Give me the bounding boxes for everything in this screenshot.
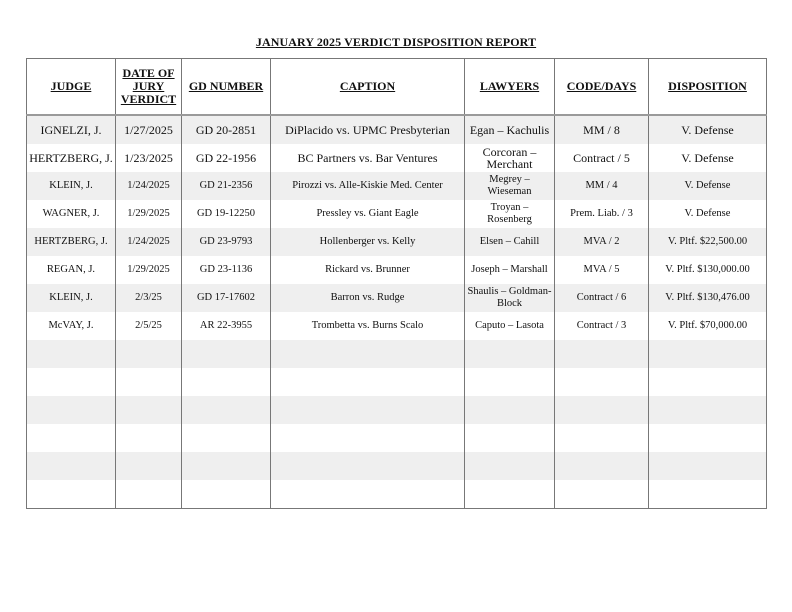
col-header-judge: JUDGE — [27, 59, 116, 116]
cell-gd-number: GD 19-12250 — [182, 200, 271, 228]
cell-disposition: V. Pltf. $70,000.00 — [649, 312, 767, 340]
empty-cell — [555, 368, 649, 396]
cell-gd-number: GD 22-1956 — [182, 144, 271, 172]
cell-disposition: V. Defense — [649, 115, 767, 144]
empty-cell — [465, 340, 555, 368]
col-header-disposition: DISPOSITION — [649, 59, 767, 116]
empty-cell — [271, 452, 465, 480]
cell-code-days: Prem. Liab. / 3 — [555, 200, 649, 228]
report-title: JANUARY 2025 VERDICT DISPOSITION REPORT — [255, 35, 537, 49]
cell-lawyers: Troyan – Rosenberg — [465, 200, 555, 228]
empty-cell — [465, 424, 555, 452]
empty-cell — [555, 424, 649, 452]
empty-cell — [116, 396, 182, 424]
cell-gd-number: GD 23-9793 — [182, 228, 271, 256]
col-header-date: DATE OF JURY VERDICT — [116, 59, 182, 116]
cell-judge: REGAN, J. — [27, 256, 116, 284]
table-row — [27, 256, 767, 284]
empty-cell — [116, 340, 182, 368]
empty-cell — [649, 340, 767, 368]
empty-cell — [182, 424, 271, 452]
table-row — [27, 284, 767, 312]
cell-lawyers: Corcoran – Merchant — [465, 144, 555, 172]
cell-judge: KLEIN, J. — [27, 172, 116, 200]
cell-caption: Hollenberger vs. Kelly — [271, 228, 465, 256]
empty-cell — [271, 480, 465, 509]
cell-caption: Trombetta vs. Burns Scalo — [271, 312, 465, 340]
cell-gd-number: GD 20-2851 — [182, 115, 271, 144]
empty-cell — [182, 480, 271, 509]
cell-code-days: Contract / 3 — [555, 312, 649, 340]
cell-date: 1/24/2025 — [116, 172, 182, 200]
empty-cell — [649, 424, 767, 452]
empty-cell — [465, 480, 555, 509]
empty-cell — [271, 396, 465, 424]
cell-date: 1/27/2025 — [116, 115, 182, 144]
header-row — [27, 59, 767, 116]
empty-cell — [116, 452, 182, 480]
empty-cell — [27, 368, 116, 396]
empty-table-row — [27, 480, 767, 509]
cell-disposition: V. Defense — [649, 144, 767, 172]
cell-judge: KLEIN, J. — [27, 284, 116, 312]
empty-cell — [27, 340, 116, 368]
empty-table-row — [27, 452, 767, 480]
table-row — [27, 172, 767, 200]
cell-code-days: MVA / 2 — [555, 228, 649, 256]
verdict-table — [26, 58, 767, 509]
cell-caption: Rickard vs. Brunner — [271, 256, 465, 284]
cell-caption: DiPlacido vs. UPMC Presbyterian — [271, 115, 465, 144]
cell-disposition: V. Defense — [649, 200, 767, 228]
table-row — [27, 228, 767, 256]
cell-lawyers: Shaulis – Goldman-Block — [465, 284, 555, 312]
col-header-lawyers: LAWYERS — [465, 59, 555, 116]
cell-caption: Barron vs. Rudge — [271, 284, 465, 312]
col-header-code-days: CODE/DAYS — [555, 59, 649, 116]
cell-code-days: MVA / 5 — [555, 256, 649, 284]
cell-date: 1/29/2025 — [116, 200, 182, 228]
table-row — [27, 200, 767, 228]
cell-judge: WAGNER, J. — [27, 200, 116, 228]
cell-judge: HERTZBERG, J. — [27, 144, 116, 172]
empty-cell — [555, 396, 649, 424]
empty-cell — [271, 424, 465, 452]
cell-lawyers: Elsen – Cahill — [465, 228, 555, 256]
cell-date: 2/5/25 — [116, 312, 182, 340]
cell-disposition: V. Pltf. $22,500.00 — [649, 228, 767, 256]
cell-gd-number: AR 22-3955 — [182, 312, 271, 340]
cell-lawyers: Joseph – Marshall — [465, 256, 555, 284]
empty-cell — [649, 452, 767, 480]
empty-cell — [27, 424, 116, 452]
cell-code-days: Contract / 5 — [555, 144, 649, 172]
empty-cell — [271, 340, 465, 368]
cell-caption: Pressley vs. Giant Eagle — [271, 200, 465, 228]
cell-judge: HERTZBERG, J. — [27, 228, 116, 256]
cell-gd-number: GD 23-1136 — [182, 256, 271, 284]
col-header-gd-number: GD NUMBER — [182, 59, 271, 116]
cell-lawyers: Caputo – Lasota — [465, 312, 555, 340]
cell-caption: Pirozzi vs. Alle-Kiskie Med. Center — [271, 172, 465, 200]
cell-code-days: MM / 4 — [555, 172, 649, 200]
empty-cell — [182, 340, 271, 368]
cell-disposition: V. Defense — [649, 172, 767, 200]
cell-gd-number: GD 17-17602 — [182, 284, 271, 312]
table-row — [27, 144, 767, 172]
empty-cell — [182, 368, 271, 396]
empty-table-row — [27, 340, 767, 368]
cell-date: 2/3/25 — [116, 284, 182, 312]
empty-cell — [27, 452, 116, 480]
cell-disposition: V. Pltf. $130,000.00 — [649, 256, 767, 284]
col-header-caption: CAPTION — [271, 59, 465, 116]
empty-table-row — [27, 368, 767, 396]
cell-judge: IGNELZI, J. — [27, 115, 116, 144]
empty-cell — [116, 480, 182, 509]
empty-cell — [649, 396, 767, 424]
cell-disposition: V. Pltf. $130,476.00 — [649, 284, 767, 312]
empty-cell — [27, 480, 116, 509]
empty-cell — [465, 452, 555, 480]
cell-date: 1/29/2025 — [116, 256, 182, 284]
empty-cell — [27, 396, 116, 424]
empty-cell — [649, 368, 767, 396]
cell-date: 1/23/2025 — [116, 144, 182, 172]
empty-cell — [182, 396, 271, 424]
empty-cell — [555, 480, 649, 509]
cell-lawyers: Megrey – Wieseman — [465, 172, 555, 200]
empty-table-row — [27, 424, 767, 452]
empty-table-row — [27, 396, 767, 424]
empty-cell — [182, 452, 271, 480]
empty-cell — [116, 368, 182, 396]
cell-date: 1/24/2025 — [116, 228, 182, 256]
cell-caption: BC Partners vs. Bar Ventures — [271, 144, 465, 172]
cell-gd-number: GD 21-2356 — [182, 172, 271, 200]
empty-cell — [649, 480, 767, 509]
empty-cell — [465, 396, 555, 424]
empty-cell — [555, 340, 649, 368]
empty-cell — [465, 368, 555, 396]
cell-lawyers: Egan – Kachulis — [465, 115, 555, 144]
cell-code-days: Contract / 6 — [555, 284, 649, 312]
empty-cell — [116, 424, 182, 452]
cell-judge: McVAY, J. — [27, 312, 116, 340]
cell-code-days: MM / 8 — [555, 115, 649, 144]
empty-cell — [555, 452, 649, 480]
table-row — [27, 312, 767, 340]
empty-cell — [271, 368, 465, 396]
table-row — [27, 115, 767, 144]
